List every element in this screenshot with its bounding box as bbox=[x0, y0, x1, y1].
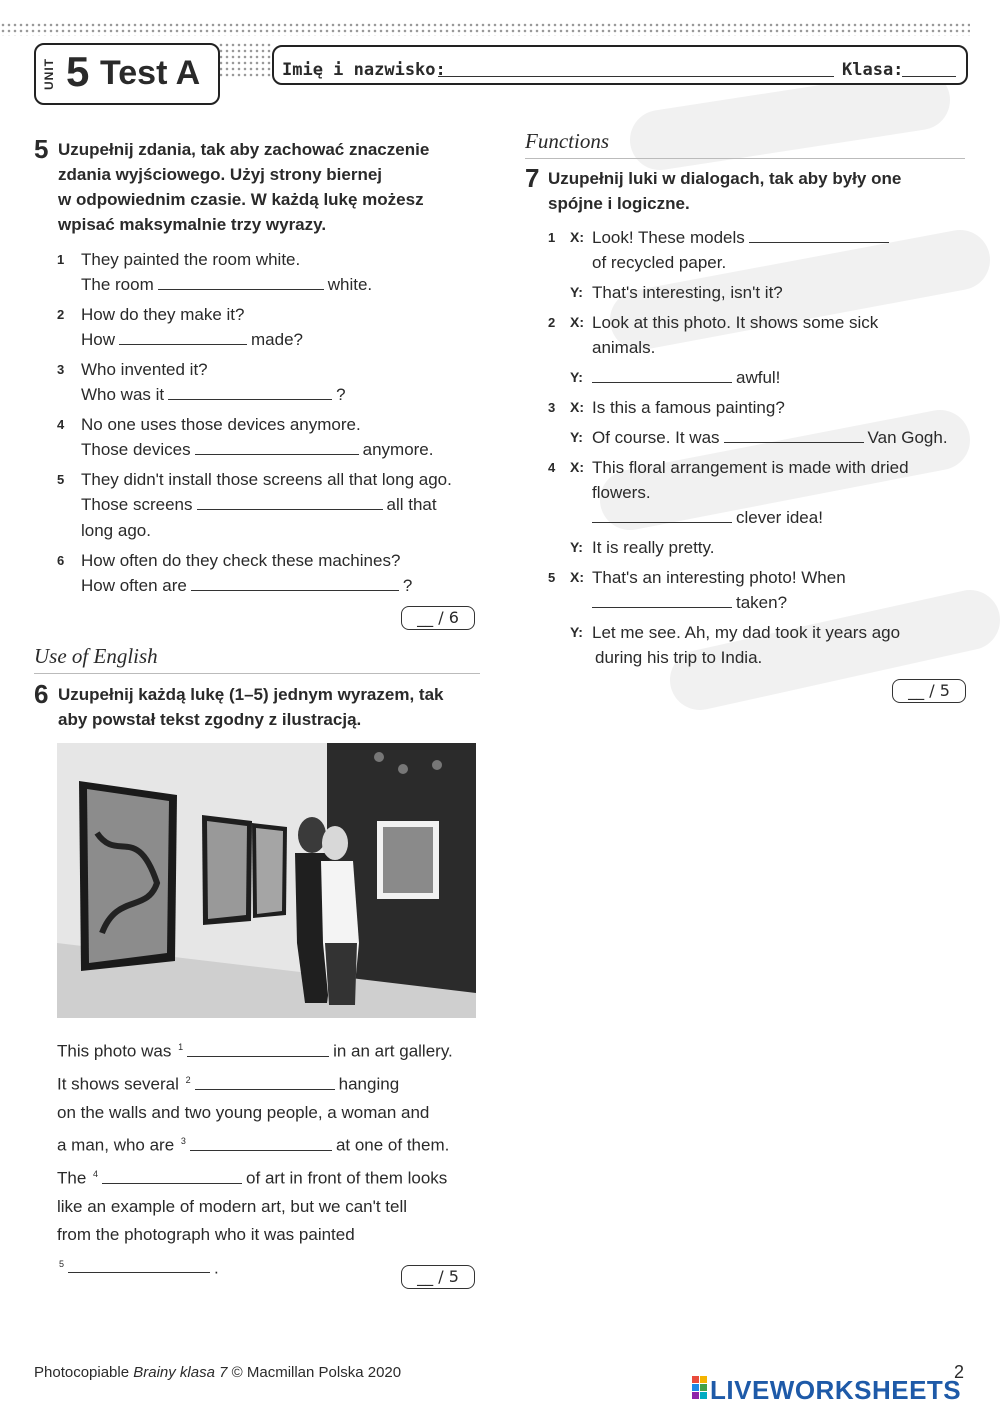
q5-item-source: How do they make it? bbox=[81, 305, 245, 324]
text-line bbox=[57, 1033, 487, 1066]
footer-text: Photocopiable bbox=[34, 1364, 134, 1381]
speaker-y: Y: bbox=[570, 539, 583, 555]
dialogue-line: Let me see. Ah, my dad took it years ago bbox=[592, 623, 901, 642]
q7-number: 7 bbox=[525, 163, 540, 193]
q5-item-source: They painted the room white. bbox=[81, 250, 301, 269]
dialogue-number: 1 bbox=[548, 230, 556, 245]
dialogue-line: animals. bbox=[592, 338, 656, 357]
section-heading-use-of-english: Use of English bbox=[34, 644, 158, 668]
section-rule bbox=[34, 673, 480, 674]
answer-blank[interactable] bbox=[197, 495, 383, 510]
answer-blank[interactable] bbox=[592, 593, 732, 608]
dialogue-line: of recycled paper. bbox=[592, 253, 727, 272]
name-label: Imię i nazwisko: bbox=[282, 60, 446, 80]
text-line: on the walls and two young people, a woman and bbox=[57, 1102, 430, 1122]
text-fragment: taken? bbox=[736, 593, 788, 612]
gap-fill-text bbox=[57, 1033, 487, 1283]
dialogue-line bbox=[592, 590, 787, 615]
q7-score-box: __ / 5 bbox=[892, 679, 966, 703]
text-line: from the photograph who it was painted bbox=[57, 1225, 355, 1245]
section-rule bbox=[525, 158, 965, 159]
text-fragment: Of course. It was bbox=[592, 428, 720, 447]
answer-blank[interactable] bbox=[592, 368, 732, 383]
text-fragment: a man, who are bbox=[57, 1135, 175, 1155]
q5-item-answer-line bbox=[81, 327, 303, 352]
text-line: like an example of modern art, but we can't tell bbox=[57, 1197, 408, 1217]
q5-item-suffix: all that bbox=[386, 495, 437, 514]
q6-instruction-line2: aby powstał tekst zgodny z ilustracją. bbox=[58, 710, 362, 729]
dialogue-line bbox=[592, 225, 893, 250]
logo-text: LIVEWORKSHEETS bbox=[710, 1375, 962, 1404]
text-fragment: Van Gogh. bbox=[867, 428, 948, 447]
gap-number: 4 bbox=[93, 1169, 99, 1180]
q6-score-box: __ / 5 bbox=[401, 1265, 475, 1289]
footer-copyright bbox=[34, 1364, 401, 1381]
speaker-x: X: bbox=[570, 459, 584, 475]
dialogue-line: This floral arrangement is made with dried bbox=[592, 458, 909, 477]
speaker-x: X: bbox=[570, 569, 584, 585]
q5-item-suffix: ? bbox=[336, 385, 346, 404]
q6-instruction-line1: Uzupełnij każdą lukę (1–5) jednym wyrazem, tak bbox=[58, 685, 444, 704]
q5-item-prefix: How bbox=[81, 330, 116, 349]
gap-number: 3 bbox=[180, 1136, 186, 1147]
speaker-x: X: bbox=[570, 229, 584, 245]
dialogue-number: 3 bbox=[548, 400, 556, 415]
gallery-photo bbox=[57, 743, 476, 1018]
q5-item-source: They didn't install those screens all that long ago. bbox=[81, 470, 452, 489]
q5-item-answer-line bbox=[81, 272, 372, 297]
speaker-y: Y: bbox=[570, 284, 583, 300]
gap-blank[interactable] bbox=[102, 1169, 242, 1184]
q5-item-answer-line bbox=[81, 382, 346, 407]
text-fragment: . bbox=[214, 1258, 219, 1278]
q7-instruction-line2: spójne i logiczne. bbox=[548, 194, 690, 213]
q5-item-suffix: anymore. bbox=[362, 440, 434, 459]
q5-item-number: 6 bbox=[57, 553, 65, 568]
name-field[interactable] bbox=[438, 76, 834, 77]
header-dot-band bbox=[0, 22, 970, 36]
q5-item-prefix: How often are bbox=[81, 576, 187, 595]
q5-item-answer-line bbox=[81, 437, 434, 462]
text-fragment: The bbox=[57, 1168, 87, 1188]
q5-score-box: __ / 6 bbox=[401, 606, 475, 630]
answer-blank[interactable] bbox=[119, 330, 247, 345]
footer-book-title: Brainy klasa 7 bbox=[133, 1364, 228, 1381]
text-fragment: of art in front of them looks bbox=[246, 1168, 448, 1188]
gap-number: 2 bbox=[185, 1074, 191, 1085]
answer-blank[interactable] bbox=[749, 228, 889, 243]
q5-item-number: 2 bbox=[57, 307, 65, 322]
gap-number: 5 bbox=[59, 1258, 65, 1269]
liveworksheets-logo[interactable] bbox=[692, 1374, 962, 1404]
q5-item-answer-line bbox=[81, 492, 437, 517]
q5-item-answer-line bbox=[81, 573, 412, 598]
q5-item-prefix: Who was it bbox=[81, 385, 165, 404]
text-fragment: awful! bbox=[736, 368, 781, 387]
text-fragment: at one of them. bbox=[335, 1135, 450, 1155]
text-fragment: clever idea! bbox=[736, 508, 823, 527]
page-number: 2 bbox=[954, 1362, 965, 1382]
q5-item-suffix: ? bbox=[402, 576, 413, 595]
dialogue-line: It is really pretty. bbox=[592, 538, 715, 557]
q5-item-source: Who invented it? bbox=[81, 360, 208, 379]
text-fragment: hanging bbox=[338, 1074, 400, 1094]
text-line bbox=[57, 1127, 487, 1160]
dialogue-line bbox=[592, 505, 823, 530]
q5-item-number: 3 bbox=[57, 362, 65, 377]
dialogue-line: That's interesting, isn't it? bbox=[592, 283, 783, 302]
test-title: Test A bbox=[100, 54, 201, 92]
speaker-y: Y: bbox=[570, 429, 583, 445]
dialogue-line: Is this a famous painting? bbox=[592, 398, 785, 417]
class-field[interactable] bbox=[902, 76, 956, 77]
q5-item-prefix: The room bbox=[81, 275, 154, 294]
gap-blank[interactable] bbox=[187, 1042, 329, 1057]
q5-item-prefix: Those screens bbox=[81, 495, 193, 514]
q5-item-suffix: made? bbox=[251, 330, 303, 349]
text-line bbox=[57, 1160, 487, 1193]
q5-item-number: 1 bbox=[57, 252, 65, 267]
header-dot-fill bbox=[218, 42, 272, 78]
unit-label: UNIT bbox=[42, 58, 56, 90]
text-fragment: It shows several bbox=[57, 1074, 179, 1094]
q5-item-prefix: Those devices bbox=[81, 440, 191, 459]
q5-item-source: How often do they check these machines? bbox=[81, 551, 401, 570]
q5-item-number: 4 bbox=[57, 417, 65, 432]
q5-instruction-line3: w odpowiednim czasie. W każdą lukę możesz bbox=[58, 190, 424, 209]
gap-number: 1 bbox=[178, 1042, 184, 1052]
q5-instruction-line2: zdania wyjściowego. Użyj strony biernej bbox=[58, 165, 383, 184]
dialogue-number: 2 bbox=[548, 315, 556, 330]
answer-blank[interactable] bbox=[168, 385, 332, 400]
dialogue-line bbox=[592, 365, 780, 390]
gap-blank[interactable] bbox=[195, 1075, 335, 1090]
q5-instruction-line4: wpisać maksymalnie trzy wyrazy. bbox=[58, 215, 327, 234]
dialogue-line: Look at this photo. It shows some sick bbox=[592, 313, 879, 332]
dialogue-line: during his trip to India. bbox=[595, 648, 763, 667]
q5-instruction-line1: Uzupełnij zdania, tak aby zachować znaczenie bbox=[58, 140, 430, 159]
answer-blank[interactable] bbox=[158, 275, 324, 290]
class-label: Klasa: bbox=[842, 60, 904, 80]
dialogue-line: flowers. bbox=[592, 483, 651, 502]
gap-blank[interactable] bbox=[68, 1258, 210, 1273]
speaker-y: Y: bbox=[570, 624, 583, 640]
unit-number: 5 bbox=[66, 48, 90, 95]
section-heading-functions: Functions bbox=[525, 129, 609, 153]
text-line bbox=[57, 1066, 487, 1099]
q5-number: 5 bbox=[34, 134, 49, 164]
text-fragment: Look! These models bbox=[592, 228, 745, 247]
dialogue-number: 5 bbox=[548, 570, 556, 585]
dialogue-line: That's an interesting photo! When bbox=[592, 568, 846, 587]
q5-item-number: 5 bbox=[57, 472, 65, 487]
answer-blank[interactable] bbox=[724, 428, 864, 443]
text-fragment: in an art gallery. bbox=[333, 1041, 453, 1061]
gap-blank[interactable] bbox=[190, 1136, 332, 1151]
dialogue-line bbox=[592, 425, 948, 450]
answer-blank[interactable] bbox=[195, 440, 359, 455]
answer-blank[interactable] bbox=[191, 576, 399, 591]
q5-item-suffix: white. bbox=[327, 275, 373, 294]
text-fragment: This photo was bbox=[57, 1041, 172, 1061]
speaker-x: X: bbox=[570, 314, 584, 330]
liveworksheets-logo-icon bbox=[692, 1374, 962, 1404]
footer-text: © Macmillan Polska 2020 bbox=[227, 1364, 402, 1381]
q7-instruction-line1: Uzupełnij luki w dialogach, tak aby były one bbox=[548, 169, 902, 188]
q5-item-source: No one uses those devices anymore. bbox=[81, 415, 361, 434]
speaker-x: X: bbox=[570, 399, 584, 415]
dialogue-number: 4 bbox=[548, 460, 556, 475]
answer-blank[interactable] bbox=[592, 508, 732, 523]
q6-number: 6 bbox=[34, 679, 49, 709]
speaker-y: Y: bbox=[570, 369, 583, 385]
q5-item-continuation: long ago. bbox=[81, 521, 151, 540]
